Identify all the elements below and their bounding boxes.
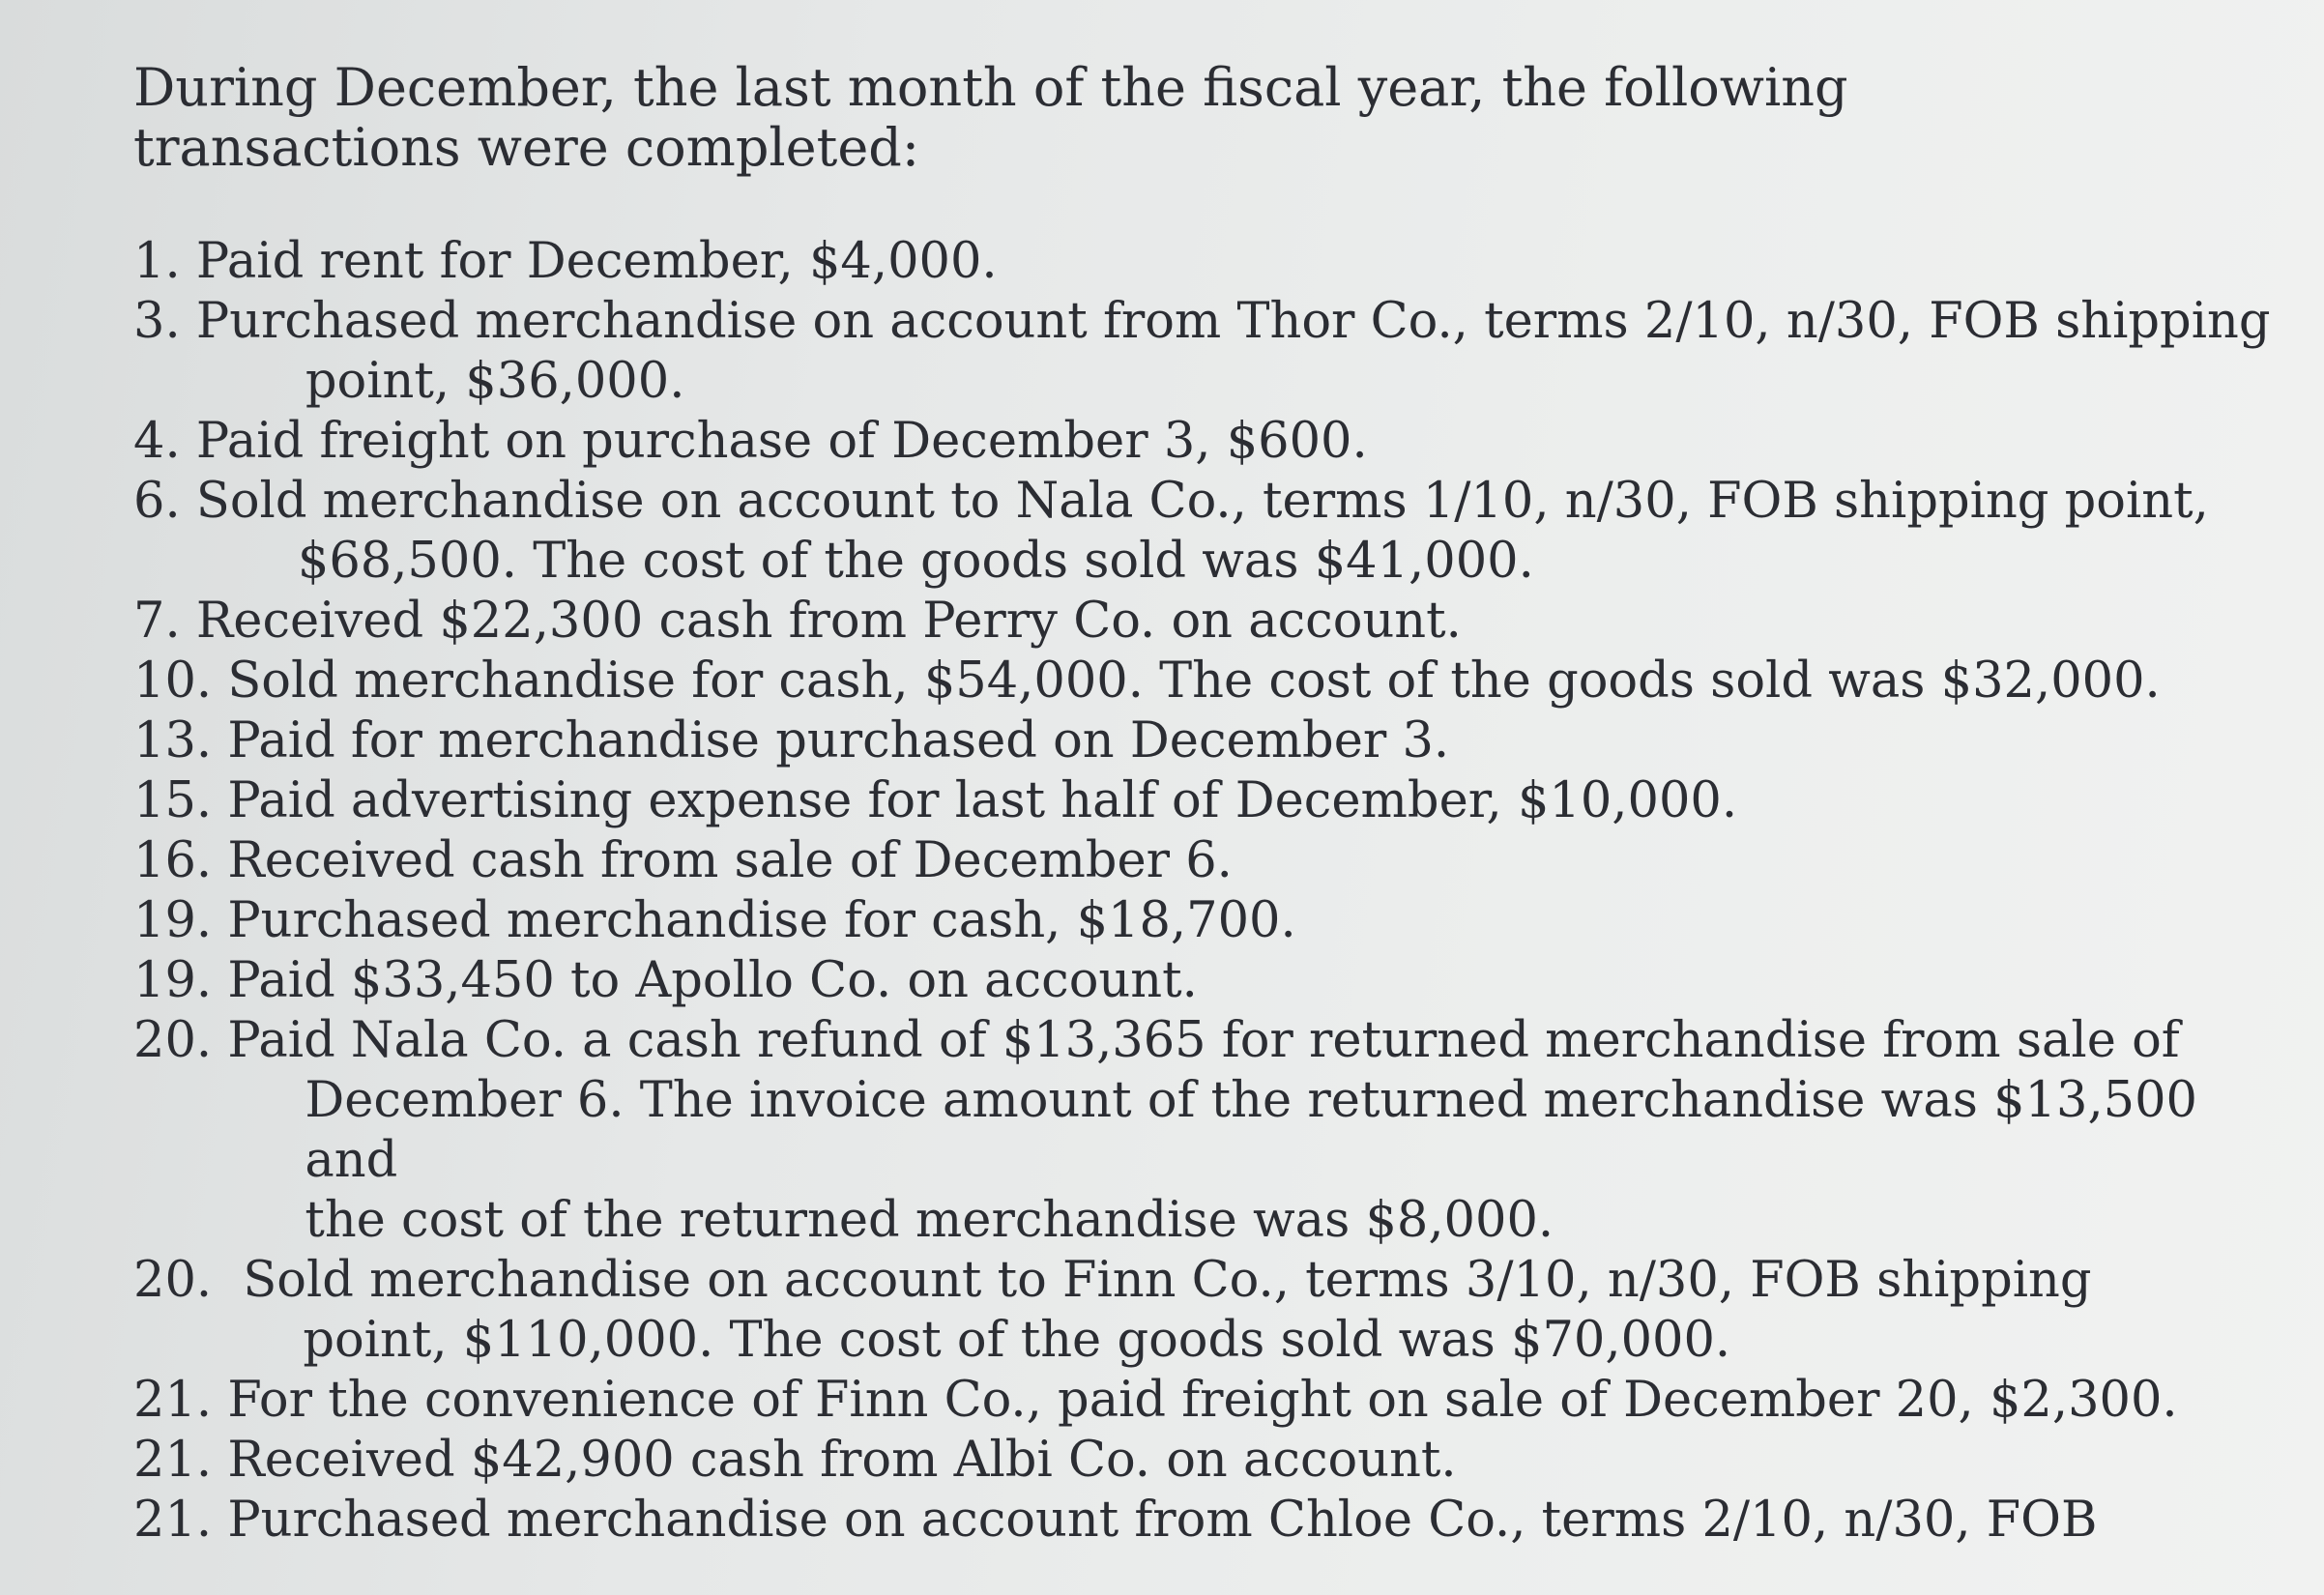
transaction-item: [133, 771, 2299, 831]
transaction-item: [133, 292, 2299, 412]
transaction-item: [133, 711, 2299, 771]
transaction-item: [133, 1491, 2299, 1551]
transaction-line: Received cash from sale of December 6.: [227, 832, 1233, 889]
transaction-text: [227, 711, 2299, 771]
transaction-line: Purchased merchandise on account from Thor Co., terms 2/10, n/30, FOB shipping: [195, 293, 2271, 350]
transaction-number: 13.: [133, 712, 228, 769]
transaction-list: [133, 232, 2299, 1551]
transaction-line: Paid rent for December, $4,000.: [195, 233, 998, 290]
transaction-item: [133, 1251, 2299, 1371]
transaction-number: 20.: [133, 1012, 228, 1069]
transaction-line: Purchased merchandise for cash, $18,700.: [227, 892, 1296, 949]
transaction-number: 19.: [133, 892, 228, 949]
transaction-line: Paid $33,450 to Apollo Co. on account.: [227, 952, 1198, 1009]
transaction-line: point, $110,000. The cost of the goods sold was $70,000.: [303, 1312, 1731, 1369]
transaction-line: $68,500. The cost of the goods sold was $41,000.: [297, 533, 1534, 590]
transaction-item: [133, 831, 2299, 891]
transaction-number: 20.: [133, 1252, 228, 1309]
transaction-number: 16.: [133, 832, 228, 889]
transaction-number: 1.: [133, 233, 196, 290]
transaction-text: [227, 771, 2299, 831]
transaction-line: the cost of the returned merchandise was $8,000.: [305, 1192, 1554, 1249]
transaction-text: [196, 412, 2299, 472]
intro-paragraph: During December, the last month of the fiscal year, the following transactions were completed:: [133, 57, 1848, 178]
transaction-text: [196, 472, 2299, 592]
transaction-item: [133, 592, 2299, 652]
transaction-item: [133, 652, 2299, 711]
transaction-item: [133, 1011, 2299, 1251]
transaction-item: [133, 232, 2299, 292]
transaction-number: 4.: [133, 413, 196, 470]
transaction-line: Received $22,300 cash from Perry Co. on account.: [195, 593, 1462, 650]
transaction-item: [133, 951, 2299, 1011]
transaction-text: [227, 831, 2299, 891]
transaction-number: 21.: [133, 1492, 228, 1549]
transaction-text: [196, 292, 2299, 412]
transaction-line: December 6. The invoice amount of the returned merchandise was $13,500 and: [305, 1072, 2198, 1189]
transaction-text: [227, 1371, 2299, 1431]
transaction-line: Paid for merchandise purchased on December 3.: [227, 712, 1450, 769]
transaction-line: Paid freight on purchase of December 3, $600.: [195, 413, 1368, 470]
transaction-line: For the convenience of Finn Co., paid freight on sale of December 20, $2,300.: [227, 1372, 2178, 1429]
transaction-line: Paid advertising expense for last half of December, $10,000.: [227, 772, 1738, 829]
transaction-text: [227, 891, 2299, 951]
transaction-text: [227, 652, 2299, 711]
transaction-line: Sold merchandise on account to Finn Co., terms 3/10, n/30, FOB shipping: [243, 1252, 2092, 1309]
transaction-text: [196, 232, 2299, 292]
transaction-number: 21.: [133, 1432, 228, 1489]
transaction-text: [227, 1251, 2299, 1371]
transaction-number: 3.: [133, 293, 196, 350]
transaction-number: 7.: [133, 593, 196, 650]
transaction-number: 15.: [133, 772, 228, 829]
transaction-number: 6.: [133, 473, 196, 530]
transaction-item: [133, 412, 2299, 472]
transaction-line: point, $36,000.: [305, 353, 685, 410]
transaction-text: [227, 1491, 2299, 1551]
transaction-line: Sold merchandise for cash, $54,000. The cost of the goods sold was $32,000.: [227, 652, 2161, 710]
transaction-text: [227, 1431, 2299, 1491]
transaction-line: Sold merchandise on account to Nala Co., terms 1/10, n/30, FOB shipping point,: [195, 473, 2209, 530]
transaction-line: Paid Nala Co. a cash refund of $13,365 for returned merchandise from sale of: [227, 1012, 2180, 1069]
transaction-text: [227, 951, 2299, 1011]
transaction-line: Purchased merchandise on account from Chloe Co., terms 2/10, n/30, FOB: [227, 1492, 2098, 1549]
transaction-line: Received $42,900 cash from Albi Co. on account.: [227, 1432, 1457, 1489]
transaction-number: 21.: [133, 1372, 228, 1429]
transaction-item: [133, 1431, 2299, 1491]
transaction-number: 19.: [133, 952, 228, 1009]
transaction-item: [133, 891, 2299, 951]
transaction-item: [133, 472, 2299, 592]
transaction-item: [133, 1371, 2299, 1431]
document-page: [133, 58, 2299, 1551]
transaction-text: [227, 1011, 2299, 1251]
transaction-text: [196, 592, 2299, 652]
transaction-number: 10.: [133, 652, 228, 710]
